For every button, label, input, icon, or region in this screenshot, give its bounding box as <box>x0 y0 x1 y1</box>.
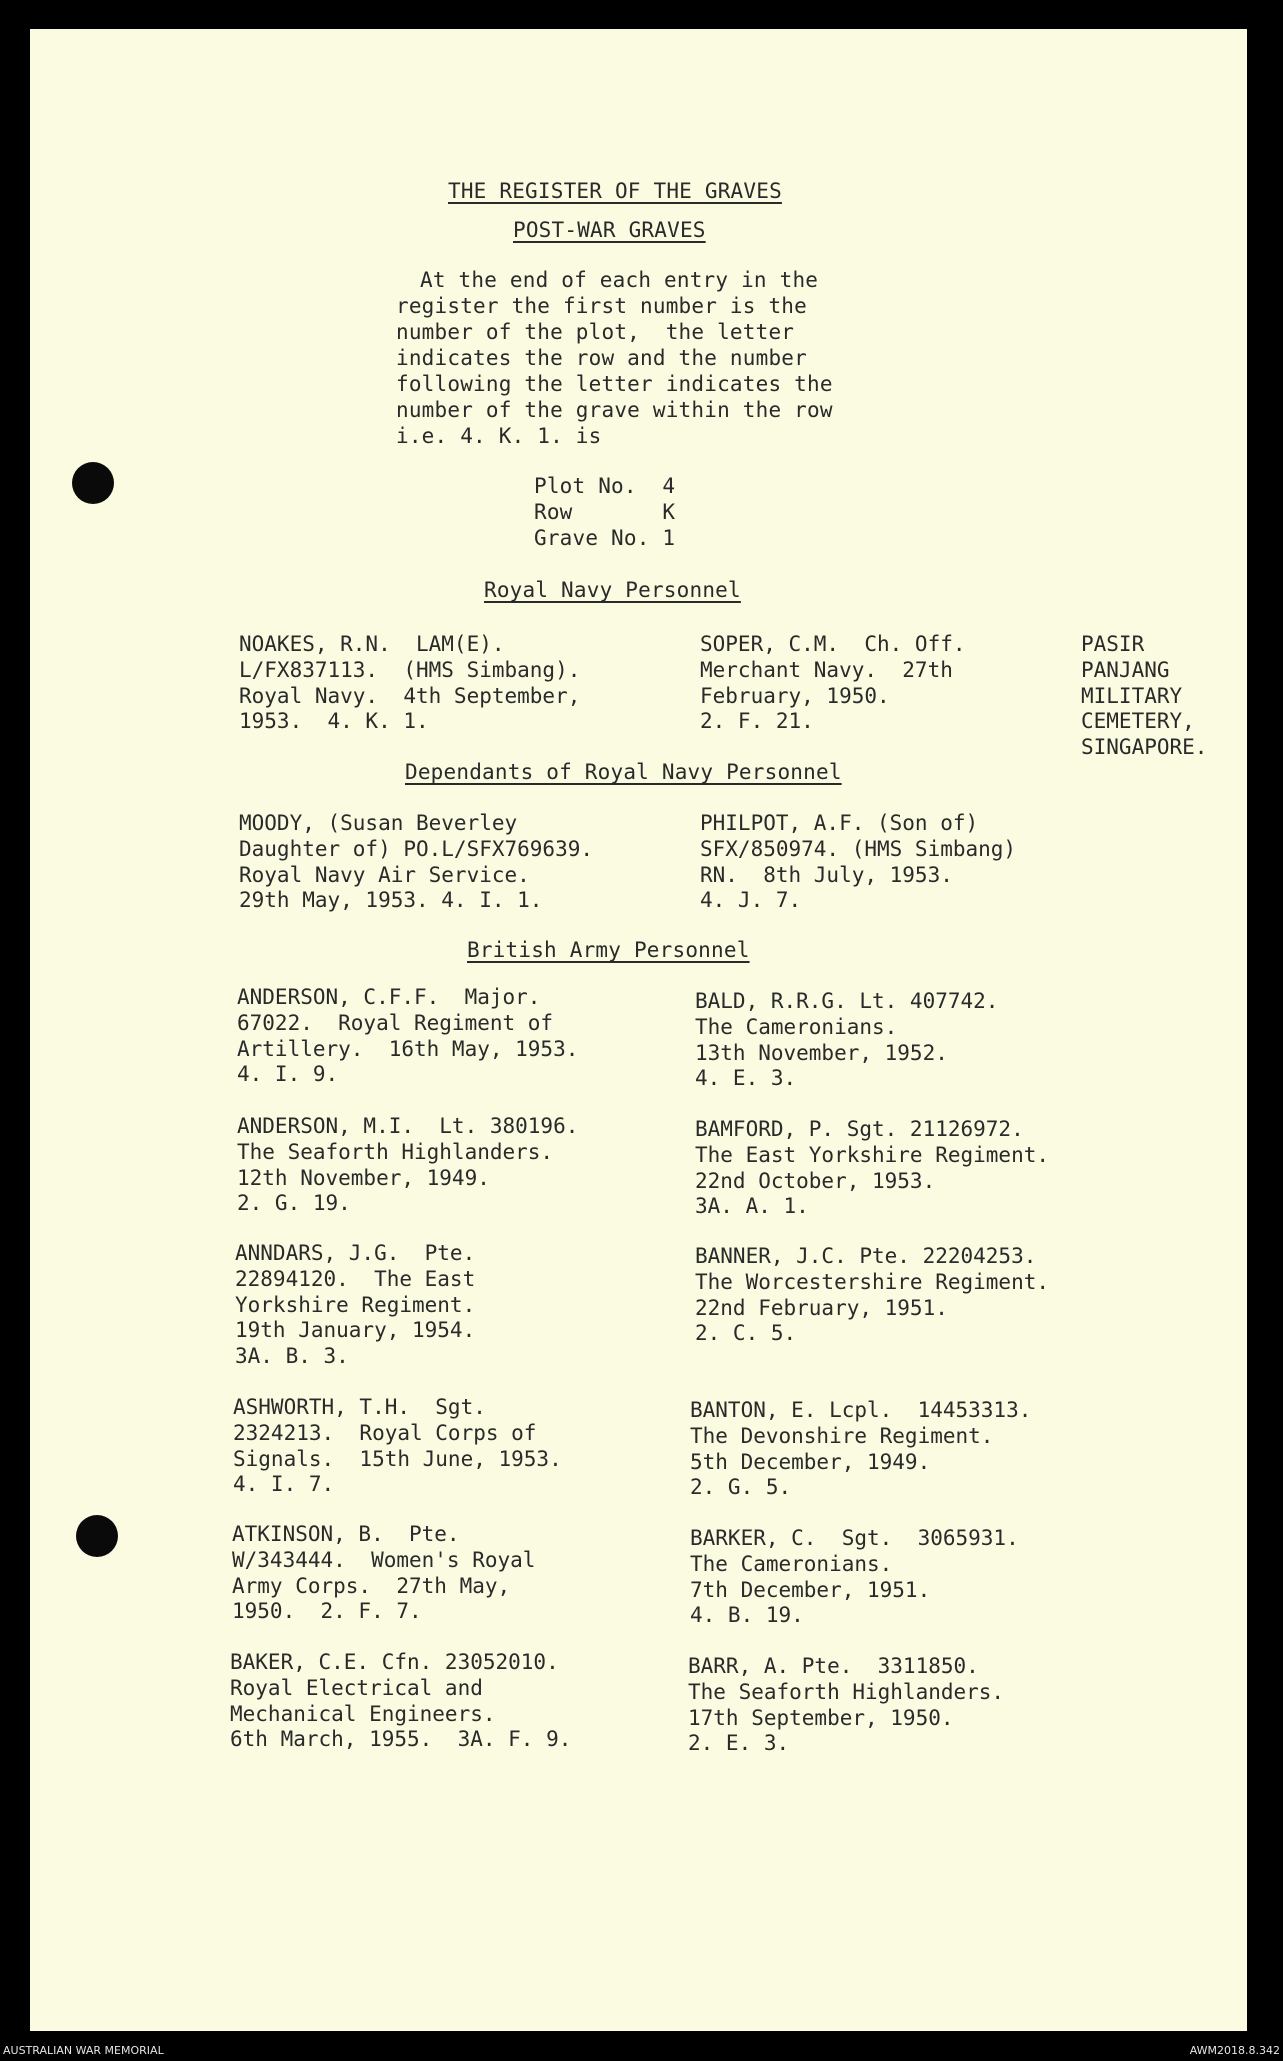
entry-army-left-1 <box>237 1114 578 1217</box>
entry-line: 4. I. 9. <box>237 1062 339 1087</box>
entry-line: Merchant Navy. 27th <box>700 657 953 682</box>
intro-line: number of the plot, the letter <box>396 320 795 344</box>
entry-line: Royal Navy. 4th September, <box>239 683 581 708</box>
punch-hole-top <box>72 462 114 504</box>
entry-line: BAMFORD, P. Sgt. 21126972. <box>695 1117 1024 1141</box>
entry-line: MOODY, (Susan Beverley <box>239 811 518 835</box>
entry-line: 2. G. 5. <box>690 1475 792 1500</box>
page-title: THE REGISTER OF THE GRAVES <box>448 179 782 203</box>
entry-line: NOAKES, R.N. LAM(E). <box>239 632 505 656</box>
entry-line: CEMETERY, <box>1081 709 1195 734</box>
entry-line: 1950. 2. F. 7. <box>232 1599 422 1624</box>
intro-line: following the letter indicates the <box>396 372 833 396</box>
entry-line: BANTON, E. Lcpl. 14453313. <box>690 1398 1032 1422</box>
entry-line: The Cameronians. <box>695 1014 898 1039</box>
entry-navy-left <box>239 632 580 735</box>
entry-dependants-left <box>239 811 593 914</box>
entry-line: BARR, A. Pte. 3311850. <box>688 1654 979 1678</box>
entry-army-right-3 <box>690 1398 1031 1501</box>
example-line: Plot No. 4 <box>534 474 676 498</box>
entry-line: W/343444. Women's Royal <box>232 1547 536 1572</box>
entry-line: SOPER, C.M. Ch. Off. <box>700 632 966 656</box>
entry-line: The Worcestershire Regiment. <box>695 1269 1050 1294</box>
entry-line: 29th May, 1953. 4. I. 1. <box>239 888 543 913</box>
entry-line: 4. E. 3. <box>695 1066 797 1091</box>
entry-line: The East Yorkshire Regiment. <box>695 1142 1050 1167</box>
entry-line: 6th March, 1955. 3A. F. 9. <box>230 1727 572 1752</box>
entry-line: BANNER, J.C. Pte. 22204253. <box>695 1244 1037 1268</box>
intro-line: At the end of each entry in the <box>420 268 819 292</box>
intro-line: indicates the row and the number <box>396 346 807 370</box>
entry-line: Artillery. 16th May, 1953. <box>237 1036 579 1061</box>
entry-line: The Devonshire Regiment. <box>690 1423 994 1448</box>
entry-navy-right <box>700 632 966 735</box>
entry-line: 13th November, 1952. <box>695 1040 948 1065</box>
entry-line: The Seaforth Highlanders. <box>688 1679 1005 1704</box>
entry-line: Army Corps. 27th May, <box>232 1573 511 1598</box>
entry-army-right-1 <box>695 1117 1049 1220</box>
entry-line: ANNDARS, J.G. Pte. <box>235 1241 476 1265</box>
entry-line: Yorkshire Regiment. <box>235 1292 476 1317</box>
entry-line: February, 1950. <box>700 683 890 708</box>
page-subtitle: POST-WAR GRAVES <box>513 218 706 242</box>
entry-line: PHILPOT, A.F. (Son of) <box>700 811 979 835</box>
entry-army-left-4 <box>232 1522 535 1625</box>
entry-line: 22nd February, 1951. <box>695 1295 948 1320</box>
entry-line: SINGAPORE. <box>1081 735 1208 760</box>
entry-line: 22894120. The East <box>235 1266 476 1291</box>
entry-line: ASHWORTH, T.H. Sgt. <box>233 1395 486 1419</box>
entry-line: RN. 8th July, 1953. <box>700 862 953 887</box>
section-heading-navy: Royal Navy Personnel <box>484 578 741 602</box>
entry-line: 5th December, 1949. <box>690 1449 931 1474</box>
entry-line: 3A. B. 3. <box>235 1344 349 1369</box>
entry-line: 3A. A. 1. <box>695 1194 809 1219</box>
entry-army-right-5 <box>688 1654 1004 1757</box>
entry-army-left-5 <box>230 1650 571 1753</box>
entry-line: 2324213. Royal Corps of <box>233 1420 537 1445</box>
entry-line: BAKER, C.E. Cfn. 23052010. <box>230 1650 559 1674</box>
entry-line: 2. E. 3. <box>688 1731 790 1756</box>
entry-line: 19th January, 1954. <box>235 1318 476 1343</box>
example-line: Grave No. 1 <box>534 526 676 550</box>
entry-dependants-right <box>700 811 1016 914</box>
entry-line: Signals. 15th June, 1953. <box>233 1446 562 1471</box>
entry-line: 12th November, 1949. <box>237 1165 490 1190</box>
entry-line: Daughter of) PO.L/SFX769639. <box>239 836 594 861</box>
footer-credit: AUSTRALIAN WAR MEMORIAL <box>3 2044 164 2057</box>
entry-line: Mechanical Engineers. <box>230 1701 496 1726</box>
entry-line: The Seaforth Highlanders. <box>237 1139 554 1164</box>
entry-line: 67022. Royal Regiment of <box>237 1010 554 1035</box>
entry-line: 4. B. 19. <box>690 1603 804 1628</box>
entry-army-left-0 <box>237 985 578 1088</box>
entry-line: 4. I. 7. <box>233 1472 335 1497</box>
entry-line: SFX/850974. (HMS Simbang) <box>700 836 1017 861</box>
entry-line: ANDERSON, C.F.F. Major. <box>237 985 541 1009</box>
entry-line: Royal Electrical and <box>230 1675 483 1700</box>
entry-line: 2. F. 21. <box>700 709 814 734</box>
intro-line: register the first number is the <box>396 294 807 318</box>
entry-army-right-2 <box>695 1244 1049 1347</box>
entry-line: The Cameronians. <box>690 1551 893 1576</box>
entry-line: ATKINSON, B. Pte. <box>232 1522 460 1546</box>
entry-line: 1953. 4. K. 1. <box>239 709 429 734</box>
entry-line: MILITARY <box>1081 683 1183 708</box>
entry-line: 17th September, 1950. <box>688 1705 954 1730</box>
entry-line: 7th December, 1951. <box>690 1577 931 1602</box>
entry-army-left-3 <box>233 1395 562 1498</box>
section-heading-dependants: Dependants of Royal Navy Personnel <box>405 760 842 784</box>
entry-line: ANDERSON, M.I. Lt. 380196. <box>237 1114 579 1138</box>
cemetery-location <box>1081 632 1207 761</box>
entry-army-right-4 <box>690 1526 1019 1629</box>
example-line: Row K <box>534 500 676 524</box>
entry-line: L/FX837113. (HMS Simbang). <box>239 657 581 682</box>
entry-army-right-0 <box>695 989 998 1092</box>
entry-line: PANJANG <box>1081 657 1170 682</box>
entry-line: 22nd October, 1953. <box>695 1168 936 1193</box>
entry-line: Royal Navy Air Service. <box>239 862 530 887</box>
entry-line: 2. G. 19. <box>237 1191 351 1216</box>
entry-line: 4. J. 7. <box>700 888 802 913</box>
footer-accession-number: AWM2018.8.342 <box>1189 2044 1280 2057</box>
entry-army-left-2 <box>235 1241 475 1370</box>
intro-line: i.e. 4. K. 1. is <box>396 424 602 448</box>
punch-hole-bottom <box>76 1515 118 1557</box>
entry-line: 2. C. 5. <box>695 1321 797 1346</box>
entry-line: BALD, R.R.G. Lt. 407742. <box>695 989 999 1013</box>
intro-line: number of the grave within the row <box>396 398 833 422</box>
entry-line: PASIR <box>1081 632 1145 656</box>
entry-line: BARKER, C. Sgt. 3065931. <box>690 1526 1019 1550</box>
section-heading-army: British Army Personnel <box>467 938 750 962</box>
